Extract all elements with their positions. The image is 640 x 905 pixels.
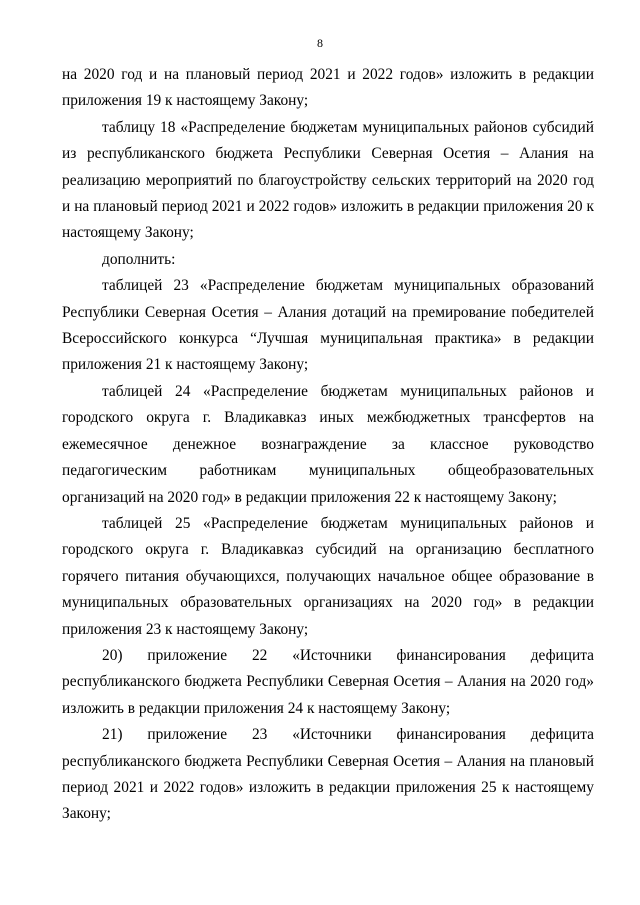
paragraph-item-20: 20) приложение 22 «Источники финансирования дефицита республиканского бюджета Республики Северная Осетия – Алания на 2020 год» изложить в редакции приложения 24 к настоящему Закону;	[62, 646, 594, 717]
paragraph-dopolnit: дополнить:	[102, 250, 176, 268]
paragraph-table-18: таблицу 18 «Распределение бюджетам муниципальных районов субсидий из республиканского бюджета Республики Северная Осетия – Алания на реализацию мероприятий по благоустройству сельских территорий на 2020 год и на плановый период 2021 и 2022 годов» изложить в редакции приложения 20 к настоящему Закону;	[62, 118, 594, 242]
paragraph-table-23: таблицей 23 «Распределение бюджетам муниципальных образований Республики Северная Осетия – Алания дотаций на премирование победителей Всероссийского конкурса “Лучшая муниципальная практика» в редакции приложения 21 к настоящему Закону;	[62, 277, 594, 374]
document-body	[62, 62, 594, 828]
paragraph-continuation: на 2020 год и на плановый период 2021 и 2022 годов» изложить в редакции приложения 19 к настоящему Закону;	[62, 66, 594, 110]
paragraph-table-25: таблицей 25 «Распределение бюджетам муниципальных районов и городского округа г. Владикавказ субсидий на организацию бесплатного горячего питания обучающихся, получающих начальное общее образование в муниципальных образовательных организациях на 2020 год» в редакции приложения 23 к настоящему Закону;	[62, 514, 594, 638]
paragraph-table-24: таблицей 24 «Распределение бюджетам муниципальных районов и городского округа г. Владикавказ иных межбюджетных трансфертов на ежемесячное денежное вознаграждение за классное руководство педагогическим работникам муниципальных общеобразовательных организаций на 2020 год» в редакции приложения 22 к настоящему Закону;	[62, 382, 594, 506]
page-number: 8	[317, 36, 323, 50]
paragraph-item-21: 21) приложение 23 «Источники финансирования дефицита республиканского бюджета Республики Северная Осетия – Алания на плановый период 2021 и 2022 годов» изложить в редакции приложения 25 к настоящему Закону;	[62, 726, 594, 823]
